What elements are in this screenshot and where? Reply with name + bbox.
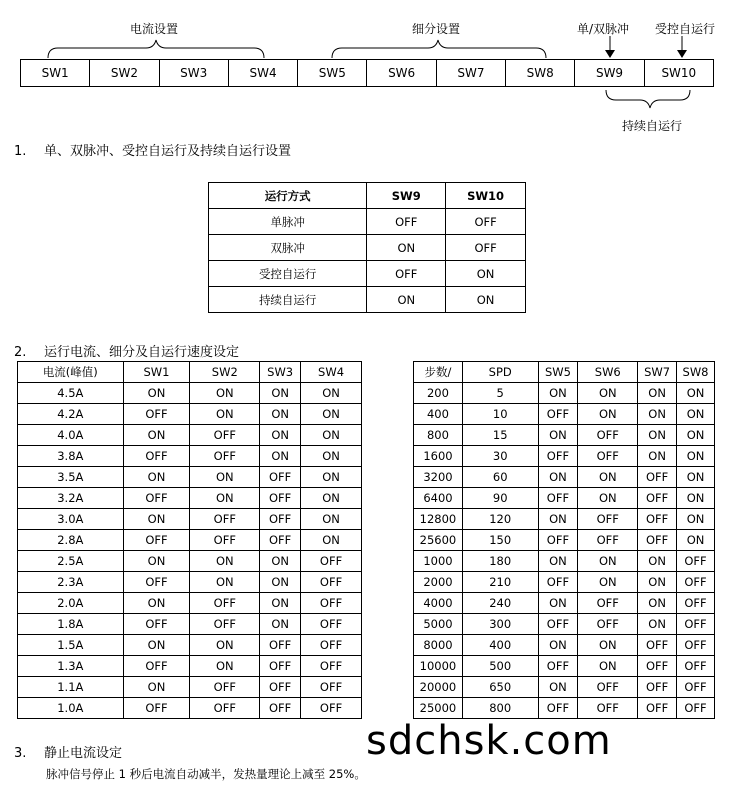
header-cell: SW4 [301,362,362,383]
table-cell: ON [301,446,362,467]
switch-sw5: SW5 [298,60,367,86]
table-cell: 240 [462,593,538,614]
table-cell: OFF [301,572,362,593]
table-header-row [414,362,715,383]
table-cell: ON [123,467,190,488]
pulse-mode-label: 单/双脉冲 [577,22,630,36]
table-row [18,677,362,698]
table-cell: OFF [301,635,362,656]
table-cell: ON [578,467,638,488]
table-cell: OFF [677,698,715,719]
current-brace [48,40,264,58]
section3-heading [14,742,122,761]
table-cell: OFF [301,593,362,614]
table-cell: ON [677,404,715,425]
table-cell: ON [190,572,260,593]
table-cell: 6400 [414,488,463,509]
table-row [414,446,715,467]
table-cell: ON [638,614,677,635]
table-header-row [18,362,362,383]
table-row [209,235,526,261]
table-cell: 5 [462,383,538,404]
table-cell: OFF [538,698,578,719]
table-cell: OFF [578,677,638,698]
table-cell: ON [301,488,362,509]
table-cell: ON [123,383,190,404]
table-cell: OFF [301,551,362,572]
table-cell: ON [301,509,362,530]
table-cell: 400 [462,635,538,656]
table-cell: 650 [462,677,538,698]
table-cell: ON [123,509,190,530]
table-cell: OFF [260,467,301,488]
table-cell: OFF [367,209,446,235]
table-cell: ON [260,551,301,572]
table-cell: 2.3A [18,572,124,593]
section1-number: 1. [14,144,27,159]
table-cell: ON [260,593,301,614]
table-cell: 2.0A [18,593,124,614]
table-cell: 1.5A [18,635,124,656]
table-row [414,509,715,530]
table-cell: ON [578,488,638,509]
table-row [414,467,715,488]
table-cell: 12800 [414,509,463,530]
table-cell: 25000 [414,698,463,719]
table-cell: OFF [260,509,301,530]
table-cell: 3.0A [18,509,124,530]
table-cell: ON [301,467,362,488]
table-cell: ON [367,235,446,261]
table-cell: 20000 [414,677,463,698]
header-cell: SW2 [190,362,260,383]
table-cell: ON [260,572,301,593]
table-cell: OFF [677,614,715,635]
table-cell: OFF [638,698,677,719]
table-cell: OFF [677,593,715,614]
table-cell: 1.3A [18,656,124,677]
table-cell: 30 [462,446,538,467]
table-cell: OFF [578,509,638,530]
table-cell: ON [260,425,301,446]
table-cell: ON [123,425,190,446]
section2-title: 运行电流、细分及自运行速度设定 [44,345,240,360]
table-cell: ON [190,404,260,425]
table-cell: OFF [677,572,715,593]
table-cell: OFF [260,530,301,551]
table-cell: 1.0A [18,698,124,719]
table-cell: OFF [123,404,190,425]
section1-title: 单、双脉冲、受控自运行及持续自运行设置 [44,144,292,159]
table-cell: ON [538,383,578,404]
table-cell: ON [538,551,578,572]
switch-sw9: SW9 [575,60,644,86]
table-cell: ON [638,425,677,446]
microstep-brace [332,40,546,58]
table-row [18,509,362,530]
table-cell: ON [301,530,362,551]
table-cell: ON [367,287,446,313]
table-cell: OFF [190,614,260,635]
table-cell: 2000 [414,572,463,593]
header-cell: 运行方式 [209,183,367,209]
header-cell: SPD [462,362,538,383]
section2-number: 2. [14,345,27,360]
table-cell: ON [260,446,301,467]
table-row [209,261,526,287]
table-cell: 持续自运行 [209,287,367,313]
table-cell: OFF [638,656,677,677]
table-cell: OFF [638,509,677,530]
table-cell: 800 [462,698,538,719]
table-cell: ON [638,572,677,593]
section3-title: 静止电流设定 [44,746,123,761]
table-cell: ON [638,593,677,614]
table-cell: OFF [578,425,638,446]
table-cell: ON [260,383,301,404]
table-cell: ON [578,383,638,404]
table-cell: ON [190,635,260,656]
table-cell: ON [190,383,260,404]
table-cell: 5000 [414,614,463,635]
table-cell: 10000 [414,656,463,677]
table-cell: 4.5A [18,383,124,404]
header-cell: SW1 [123,362,190,383]
table-row [18,698,362,719]
table-cell: OFF [578,698,638,719]
table-cell: 15 [462,425,538,446]
continuous-brace [606,90,690,108]
table-row [18,446,362,467]
table-cell: OFF [677,677,715,698]
table-cell: OFF [638,677,677,698]
table-cell: OFF [677,635,715,656]
table-cell: OFF [446,235,526,261]
table-cell: ON [538,635,578,656]
table-cell: ON [578,656,638,677]
section2-heading [14,341,239,360]
table-cell: ON [190,488,260,509]
header-cell: SW6 [578,362,638,383]
table-cell: ON [538,677,578,698]
table-cell: 200 [414,383,463,404]
table-cell: OFF [538,404,578,425]
switch-bar [20,59,714,87]
table-cell: 4.0A [18,425,124,446]
switch-sw7: SW7 [437,60,506,86]
table-cell: ON [301,425,362,446]
header-cell: SW8 [677,362,715,383]
table-cell: ON [677,530,715,551]
switch-sw3: SW3 [160,60,229,86]
table-cell: OFF [538,488,578,509]
table-row [414,698,715,719]
table-row [414,404,715,425]
table-cell: ON [538,425,578,446]
table-cell: OFF [123,656,190,677]
switch-sw4: SW4 [229,60,298,86]
table-cell: OFF [260,488,301,509]
table-cell: OFF [123,698,190,719]
table-cell: OFF [578,614,638,635]
table-cell: 8000 [414,635,463,656]
table-row [414,677,715,698]
table-cell: 1000 [414,551,463,572]
table-cell: ON [190,467,260,488]
table-cell: ON [301,383,362,404]
header-cell: SW3 [260,362,301,383]
table-cell: ON [260,614,301,635]
header-cell: SW7 [638,362,677,383]
table-cell: ON [638,551,677,572]
table-row [414,530,715,551]
table-cell: 150 [462,530,538,551]
table-cell: OFF [190,677,260,698]
table-row [209,209,526,235]
table-row [414,572,715,593]
table-row [18,614,362,635]
table-cell: OFF [190,425,260,446]
table-cell: OFF [190,446,260,467]
controlled-run-label: 受控自运行 [655,22,716,36]
table-cell: OFF [638,488,677,509]
table-cell: 60 [462,467,538,488]
switch-sw2: SW2 [90,60,159,86]
table-cell: 800 [414,425,463,446]
table-cell: OFF [538,614,578,635]
table-cell: OFF [538,446,578,467]
table-header-row [209,183,526,209]
table-cell: ON [677,488,715,509]
table-cell: OFF [123,572,190,593]
table-cell: ON [578,404,638,425]
table-row [414,593,715,614]
table-cell: OFF [190,698,260,719]
table-cell: ON [190,656,260,677]
table-cell: OFF [123,530,190,551]
table-cell: OFF [260,677,301,698]
table-cell: 2.8A [18,530,124,551]
table-cell: ON [446,287,526,313]
table-cell: ON [446,261,526,287]
table-row [414,425,715,446]
table-row [18,635,362,656]
table-cell: 180 [462,551,538,572]
table-cell: 10 [462,404,538,425]
table-cell: ON [301,404,362,425]
switch-sw10: SW10 [661,66,697,80]
table-cell: 500 [462,656,538,677]
table-cell: ON [538,593,578,614]
table-cell: 1600 [414,446,463,467]
table-cell: OFF [301,698,362,719]
table-cell: ON [538,467,578,488]
table-cell: ON [677,425,715,446]
table-cell: 90 [462,488,538,509]
table-cell: ON [190,551,260,572]
table-cell: ON [538,509,578,530]
table-cell: OFF [260,656,301,677]
table-row [414,488,715,509]
switch-sw1: SW1 [21,60,90,86]
table-row [18,593,362,614]
table-cell: 400 [414,404,463,425]
table-row [414,656,715,677]
table-cell: 1.1A [18,677,124,698]
table-cell: OFF [677,656,715,677]
table-cell: 4.2A [18,404,124,425]
watermark-text: sdchsk.com [366,718,612,764]
table-cell: ON [578,572,638,593]
table-cell: OFF [301,677,362,698]
table-cell: OFF [190,530,260,551]
table-cell: ON [677,446,715,467]
table-cell: OFF [638,467,677,488]
table-cell: ON [260,404,301,425]
table-cell: 120 [462,509,538,530]
header-cell: 步数/ [414,362,463,383]
table-cell: 双脉冲 [209,235,367,261]
table-cell: 1.8A [18,614,124,635]
table-cell: ON [123,593,190,614]
table-cell: OFF [638,635,677,656]
table-cell: 25600 [414,530,463,551]
table-cell: 3200 [414,467,463,488]
table-row [18,404,362,425]
table-cell: ON [638,404,677,425]
table-cell: OFF [190,593,260,614]
table-cell: ON [638,383,677,404]
speed-table [413,361,715,719]
table-row [414,383,715,404]
table-row [414,635,715,656]
table-cell: ON [578,635,638,656]
table-row [18,383,362,404]
table-cell: ON [123,635,190,656]
table-cell: OFF [260,635,301,656]
table-cell: ON [123,677,190,698]
table-cell: OFF [446,209,526,235]
table-cell: ON [123,551,190,572]
table-cell: OFF [538,572,578,593]
table-cell: OFF [677,551,715,572]
table-row [18,488,362,509]
table-cell: OFF [301,656,362,677]
table-cell: 受控自运行 [209,261,367,287]
table-row [18,467,362,488]
microstep-setting-label: 细分设置 [412,22,461,36]
table-row [18,572,362,593]
table-cell: ON [578,551,638,572]
table-row [414,614,715,635]
switch-sw8: SW8 [506,60,575,86]
continuous-run-label: 持续自运行 [622,119,683,133]
table-cell: ON [677,383,715,404]
table-row [18,425,362,446]
run-mode-table [208,182,526,313]
table-row [414,551,715,572]
table-cell: 3.5A [18,467,124,488]
section1-heading [14,140,291,159]
table-cell: OFF [301,614,362,635]
table-cell: 4000 [414,593,463,614]
table-row [209,287,526,313]
table-cell: OFF [578,593,638,614]
table-cell: OFF [578,446,638,467]
table-cell: 单脉冲 [209,209,367,235]
header-cell: SW9 [367,183,446,209]
table-cell: OFF [123,488,190,509]
table-cell: OFF [538,530,578,551]
table-cell: OFF [123,614,190,635]
header-cell: SW5 [538,362,578,383]
table-cell: ON [638,446,677,467]
table-cell: 3.2A [18,488,124,509]
table-row [18,530,362,551]
table-cell: OFF [367,261,446,287]
switch-sw6: SW6 [367,60,436,86]
table-cell: OFF [578,530,638,551]
table-row [18,656,362,677]
header-cell: SW10 [446,183,526,209]
section3-number: 3. [14,746,27,761]
table-cell: OFF [260,698,301,719]
table-cell: OFF [190,509,260,530]
current-table [17,361,362,719]
table-cell: 300 [462,614,538,635]
table-cell: OFF [638,530,677,551]
table-cell: OFF [538,656,578,677]
table-cell: ON [677,467,715,488]
table-cell: OFF [123,446,190,467]
table-cell: 2.5A [18,551,124,572]
idle-current-note: 脉冲信号停止 1 秒后电流自动减半，发热量理论上减至 25%。 [46,767,366,781]
current-setting-label: 电流设置 [130,22,179,36]
table-cell: 210 [462,572,538,593]
table-row [18,551,362,572]
header-cell: 电流(峰值) [18,362,124,383]
table-cell: 3.8A [18,446,124,467]
table-cell: ON [677,509,715,530]
